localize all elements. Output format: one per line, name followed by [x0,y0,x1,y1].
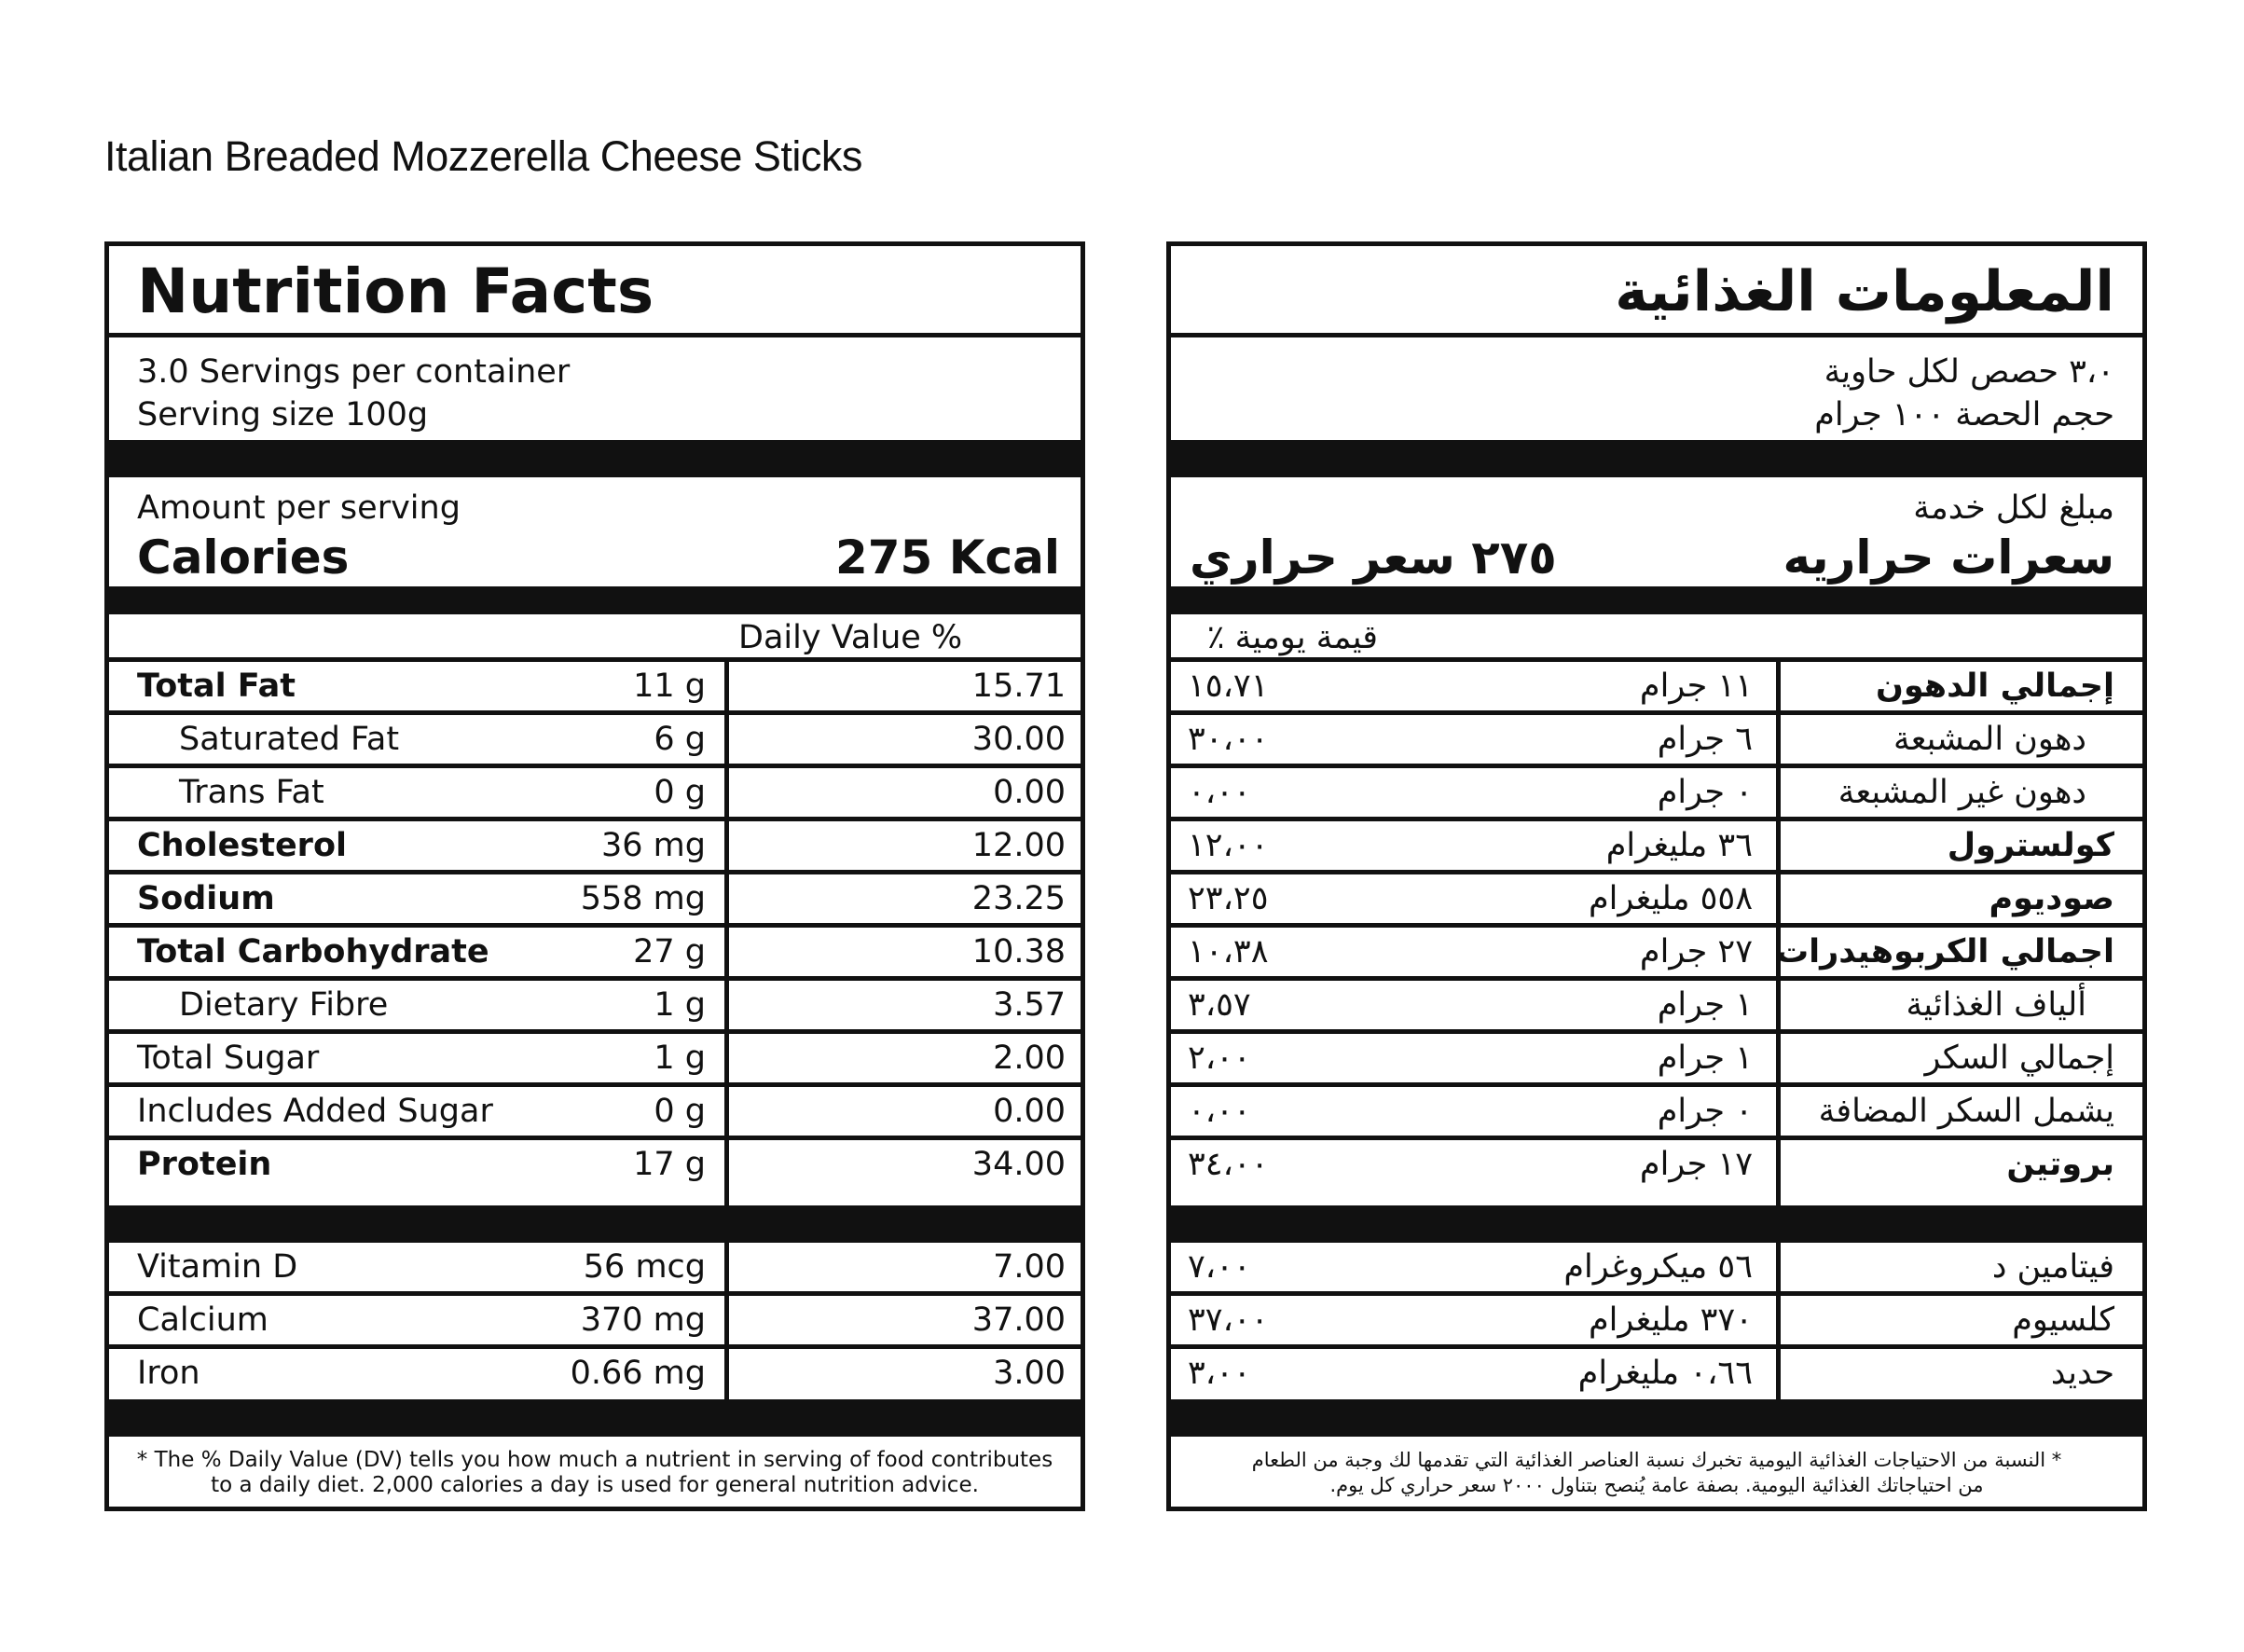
nutrient-name: Total Fat [137,668,296,705]
servings-block [1171,337,2142,440]
calories-value: 275 Kcal [834,530,1060,585]
nutrient-amount: 17 g [633,1146,706,1183]
nutrient-name: بروتين [2006,1146,2114,1183]
calories-label: Calories [137,530,350,585]
vitamin-name: Vitamin D [137,1248,298,1286]
vitamin-row [109,1243,1081,1296]
nutrient-amount: 0 g [654,1093,706,1130]
vitamin-dv: ٣٧،٠٠ [1188,1301,1269,1339]
nutrient-amount: ٢٧ جرام [1639,933,1753,971]
nutrient-row [109,662,1081,715]
nutrient-amount: 11 g [633,668,706,705]
calories-value: ٢٧٥ سعر حراري [1190,530,1557,585]
nutrient-amount: 1 g [654,1039,706,1077]
divider-bar [109,1205,1081,1243]
nutrient-amount: ٠ جرام [1657,774,1753,811]
daily-value-header [109,614,1081,662]
nutrient-amount: ٦ جرام [1657,721,1753,758]
nutrient-dv: 23.25 [971,880,1066,917]
nutrient-amount: 36 mg [601,827,706,864]
nutrient-amount: ١١ جرام [1639,668,1753,705]
nutrient-dv: 0.00 [993,1093,1066,1130]
nutrient-amount: 0 g [654,774,706,811]
footnote [1171,1437,2142,1498]
nutrient-name: Total Carbohydrate [137,933,489,971]
nutrient-dv: 3.57 [993,986,1066,1024]
divider-bar [109,586,1081,614]
vitamin-row [1171,1243,2142,1296]
divider-bar [1171,586,2142,614]
panel-title: المعلومات الغذائية [1171,246,2142,337]
vitamin-dv: ٣،٠٠ [1188,1355,1251,1392]
vitamin-name: حديد [2050,1355,2114,1392]
product-title: Italian Breaded Mozzerella Cheese Sticks [104,132,862,180]
divider-bar [109,440,1081,477]
nutrient-row [109,1034,1081,1087]
nutrient-amount: ١ جرام [1657,1039,1753,1077]
nutrient-name: إجمالي الدهون [1875,668,2114,705]
nutrient-dv: ٠،٠٠ [1188,1093,1251,1130]
amount-per-serving: Amount per serving [137,489,461,527]
vitamin-amount: ٣٧٠ مليغرام [1588,1301,1753,1339]
vitamin-name: كلسيوم [2012,1301,2114,1339]
nutrient-name: كولسترول [1947,827,2114,864]
divider-bar [1171,440,2142,477]
nutrient-dv: 12.00 [971,827,1066,864]
vitamin-dv: 7.00 [993,1248,1066,1286]
nutrient-amount: ٣٦ مليغرام [1605,827,1753,864]
vitamin-dv: 37.00 [971,1301,1066,1339]
nutrient-name: يشمل السكر المضافة [1818,1093,2114,1130]
nutrition-panel-english [104,241,1085,1511]
vitamin-amount: 0.66 mg [570,1355,706,1392]
daily-value-label: Daily Value % [738,619,963,656]
vitamin-row [1171,1296,2142,1349]
footnote-line: من احتياجاتك الغذائية اليومية. بصفة عامة يُنصح بتناول ٢٠٠٠ سعر حراري كل يوم. [1329,1474,1984,1496]
nutrient-row [1171,1087,2142,1140]
vitamin-dv: ٧،٠٠ [1188,1248,1251,1286]
nutrient-name: Dietary Fibre [179,986,389,1024]
nutrient-dv: ٢،٠٠ [1188,1039,1251,1077]
nutrient-row [1171,715,2142,768]
nutrient-amount: ١ جرام [1657,986,1753,1024]
serving-size: حجم الحصة ١٠٠ جرام [1814,396,2114,434]
nutrient-amount: 27 g [633,933,706,971]
nutrient-name: Saturated Fat [179,721,400,758]
nutrient-name: Cholesterol [137,827,347,864]
nutrient-row [1171,874,2142,928]
nutrient-row [109,874,1081,928]
nutrient-name: دهون المشبعة [1893,721,2086,758]
calories-block [1171,477,2142,586]
vitamin-dv: 3.00 [993,1355,1066,1392]
vitamin-name: Iron [137,1355,200,1392]
nutrient-name: ألياف الغذائية [1906,986,2086,1024]
serving-size: Serving size 100g [137,396,429,434]
nutrient-row [1171,821,2142,874]
nutrient-amount: 1 g [654,986,706,1024]
nutrient-row [109,715,1081,768]
vitamin-name: Calcium [137,1301,268,1339]
nutrient-dv: ٠،٠٠ [1188,774,1251,811]
nutrient-dv: 34.00 [971,1146,1066,1183]
nutrient-name: صوديوم [1989,880,2114,917]
nutrient-name: إجمالي السكر [1924,1039,2114,1077]
vitamin-name: فيتامين د [1991,1248,2114,1286]
nutrient-name: دهون غير المشبعة [1838,774,2086,811]
amount-per-serving: مبلغ لكل خدمة [1913,489,2114,527]
vitamin-amount: 56 mcg [583,1248,706,1286]
nutrient-name: Total Sugar [137,1039,320,1077]
calories-label: سعرات حراريه [1783,530,2114,585]
nutrition-panel-arabic [1166,241,2147,1511]
nutrient-dv: ٢٣،٢٥ [1188,880,1269,917]
nutrient-row [1171,1140,2142,1205]
nutrient-name: Sodium [137,880,275,917]
footnote-line: * النسبة من الاحتياجات الغذائية اليومية تخبرك نسبة العناصر الغذائية التي تقدمها لك وجبة من الطعام [1251,1449,2062,1471]
nutrient-row [109,821,1081,874]
nutrient-dv: ٣،٥٧ [1188,986,1251,1024]
nutrient-row [1171,928,2142,981]
nutrient-dv: 0.00 [993,774,1066,811]
nutrient-row [109,981,1081,1034]
nutrient-amount: 558 mg [580,880,706,917]
nutrient-dv: 2.00 [993,1039,1066,1077]
nutrient-dv: 10.38 [971,933,1066,971]
calories-block [109,477,1081,586]
nutrient-row [1171,1034,2142,1087]
nutrient-name: Protein [137,1146,272,1183]
nutrient-name: Includes Added Sugar [137,1093,493,1130]
nutrient-name: Trans Fat [179,774,324,811]
panel-title: Nutrition Facts [109,246,1081,337]
vitamin-row [1171,1349,2142,1399]
nutrient-row [1171,662,2142,715]
daily-value-label: قيمة يومية ٪ [1206,619,1378,656]
vitamin-amount: ٥٦ ميكروغرام [1563,1248,1753,1286]
divider-bar [1171,1399,2142,1437]
vitamin-row [109,1349,1081,1399]
vitamin-amount: ٠،٦٦ مليغرام [1577,1355,1753,1392]
nutrient-row [109,1140,1081,1205]
nutrient-amount: ١٧ جرام [1639,1146,1753,1183]
nutrient-amount: ٠ جرام [1657,1093,1753,1130]
nutrient-row [109,928,1081,981]
nutrient-amount: ٥٥٨ مليغرام [1588,880,1753,917]
nutrient-row [1171,768,2142,821]
nutrient-name: اجمالي الكربوهيدرات [1775,933,2114,971]
servings-per-container: ٣،٠ حصص لكل حاوية [1824,353,2114,391]
nutrient-dv: ٣٠،٠٠ [1188,721,1269,758]
servings-block [109,337,1081,440]
nutrient-amount: 6 g [654,721,706,758]
footnote-line: to a daily diet. 2,000 calories a day is used for general nutrition advice. [211,1473,979,1497]
divider-bar [1171,1205,2142,1243]
servings-per-container: 3.0 Servings per container [137,353,571,391]
nutrient-dv: ١٠،٣٨ [1188,933,1269,971]
vitamin-row [109,1296,1081,1349]
footnote [109,1437,1081,1498]
footnote-line: * The % Daily Value (DV) tells you how much a nutrient in serving of food contributes [136,1448,1053,1472]
vitamin-amount: 370 mg [580,1301,706,1339]
daily-value-header [1171,614,2142,662]
nutrient-row [109,1087,1081,1140]
divider-bar [109,1399,1081,1437]
nutrient-row [109,768,1081,821]
nutrient-dv: ٣٤،٠٠ [1188,1146,1269,1183]
nutrient-dv: 30.00 [971,721,1066,758]
nutrient-dv: 15.71 [971,668,1066,705]
nutrient-dv: ١٢،٠٠ [1188,827,1269,864]
nutrient-dv: ١٥،٧١ [1188,668,1269,705]
nutrient-row [1171,981,2142,1034]
